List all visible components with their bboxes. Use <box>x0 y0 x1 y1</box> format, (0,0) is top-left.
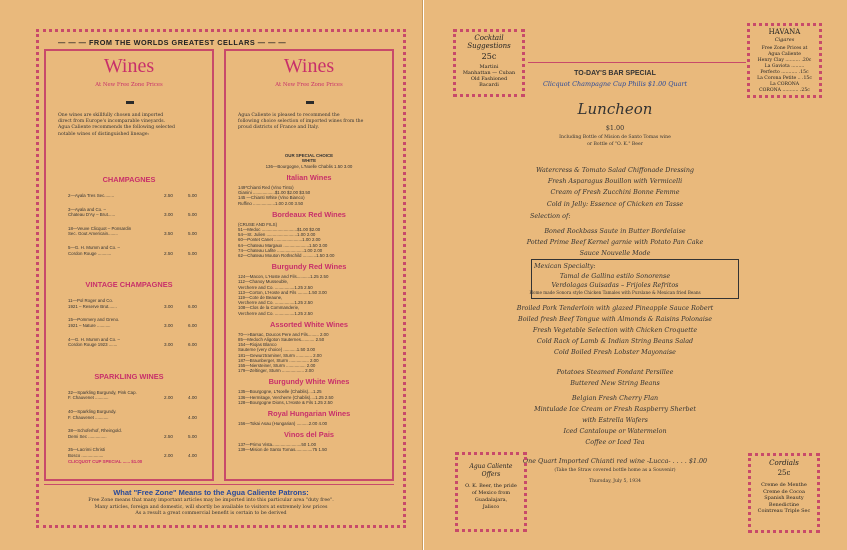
selection-label: Selection of: <box>530 212 571 220</box>
menu-item: Cold in Jelly: Essence of Chicken en Tasse <box>546 199 684 208</box>
menu-item: Iced Cantaloupe or Watermelon <box>563 427 667 435</box>
intro-line: notable wines of distinguished lineage: <box>58 131 150 137</box>
cocktail-item: Old Fashioned <box>470 76 508 82</box>
cigar-item: Henry Clay .......... .20c <box>757 58 812 63</box>
wine-line: 128—Bourgogne Dions, L'Hoste & Fils 1.25 2.50 <box>238 399 333 405</box>
top-rule <box>528 62 746 63</box>
wine-name: F. Chauvenet ........... <box>68 414 109 420</box>
agua-line: Jalisco <box>482 504 500 510</box>
wine-line: Vercherre and Co. ................1.25 2.50 <box>238 300 313 306</box>
agua-line: of Mexico from <box>471 490 511 496</box>
bar-special-title: TO-DAY'S BAR SPECIAL <box>574 70 656 77</box>
wine-line: 51—Medoc .............................$1.00 $2.00 <box>238 227 321 232</box>
price-full: 5.00 <box>188 212 197 218</box>
divider <box>306 101 314 104</box>
wine-line: 113—Corton, L'Hoste and Fils .........1.50 3.00 <box>238 289 327 295</box>
banner: — — — FROM THE WORLDS GREATEST CELLARS — — — <box>58 38 287 47</box>
price-full: 5.00 <box>188 193 197 198</box>
section-heading: Burgundy Red Wines <box>271 262 347 272</box>
price-full: 6.00 <box>188 342 197 348</box>
wine-name: 18—Veuve Clicquot – Ponsardin <box>68 225 132 231</box>
luncheon-note-1: Including Bottle of Mision de Santo Tomas wine <box>559 135 671 140</box>
cigar-item: Agua Caliente <box>768 52 801 57</box>
menu-item: Broiled Pork Tenderloin with glazed Pineapple Sauce Robert <box>516 304 714 312</box>
col2-subtitle: At New Free Zone Prices <box>275 82 343 88</box>
price-half: 3.00 <box>164 212 173 218</box>
cocktail-item: Manhattan — Cuban <box>462 70 516 76</box>
mexican-title: Mexican Specialty: <box>534 262 596 270</box>
menu-item: Fresh Asparagus Bouillon with Vermicelli <box>547 177 683 186</box>
wines-column-2 <box>224 49 394 481</box>
wine-name: 3—Ayala and Co. – <box>68 206 106 212</box>
price-full: 6.00 <box>188 303 197 309</box>
price-half: 3.00 <box>164 342 173 348</box>
price-full: 6.00 <box>188 323 197 328</box>
cordial-item: Benedictine <box>768 501 800 508</box>
mexican-item: Verdolagas Guisadas – Frijoles Refritos <box>551 281 679 289</box>
cordials-title: Cordials <box>769 459 799 467</box>
wine-line: Vercherre and Co. ................1.25 2.50 <box>238 310 313 316</box>
wine-name: 1921 – Reserve Brut....... <box>68 303 117 309</box>
intro-line: One wines are skillfully chosen and imported <box>58 113 164 118</box>
cigar-item: CORONA ........... .25c <box>759 88 810 93</box>
cordial-item: Spanish Beauty <box>764 495 804 501</box>
divider <box>126 101 134 104</box>
section-heading: Royal Hungarian Wines <box>267 409 351 418</box>
cigar-item: La CORONA <box>769 82 800 87</box>
price-full: 5.00 <box>188 231 197 237</box>
wine-name: 38—Schoferhof, Rheingold. <box>68 428 122 434</box>
havana-title: HAVANA <box>768 28 801 36</box>
cocktail-title-2: Suggestions <box>467 42 511 50</box>
cigar-item: Free Zone Prices at <box>761 46 808 51</box>
special-line: WHITE <box>301 158 317 164</box>
wine-line: 137—Primo Vista........................50 1.00 <box>238 442 317 448</box>
menu-item: with Estrella Wafers <box>582 416 648 424</box>
bar-special-sub: Clicquot Champagne Cup Philis $1.00 Quart <box>542 80 688 88</box>
wine-name: 11—Pol Roger and Co. <box>68 298 114 304</box>
cocktail-item: Martini <box>479 64 499 70</box>
cordial-item: Cointreau Triple Sec <box>757 508 811 514</box>
price-half: 2.50 <box>164 250 173 256</box>
wine-name: Bosco .................. <box>68 453 104 458</box>
agua-line: Guadalajara, <box>474 497 508 503</box>
wine-name: Cordon Rouge 1923 ....... <box>68 342 118 348</box>
wine-line: Ruffino ..................1.00 2.00 3.50 <box>238 200 304 206</box>
section-heading: VINTAGE CHAMPAGNES <box>85 280 173 290</box>
wine-line: 112—Chanoy Musseuble, <box>238 279 289 285</box>
section-heading: CHAMPAGNES <box>102 175 156 184</box>
wine-line: 119—Cote de Beaune, <box>238 295 283 300</box>
wine-line: 62—Chateau Mouton Rothschild ...........1.50 3.00 <box>238 253 335 258</box>
section-heading: Italian Wines <box>286 173 332 182</box>
col1-subtitle: At New Free Zone Prices <box>95 82 163 88</box>
agua-title-2: Offers <box>481 471 501 478</box>
free-zone-line: As a result a great commercial benefit is certain to be derived <box>135 511 287 516</box>
menu-item: Potatoes Steamed Fondant Persillee <box>556 368 674 376</box>
wine-name: 35—Lacrimi Christi <box>68 447 106 453</box>
wine-line: 155—Niersteiner, Sturm ................ 2.00 <box>238 363 316 368</box>
wine-line: Gianini ..................$1.00 $2.00 $3.50 <box>238 190 311 196</box>
havana-sub: Cigares <box>774 37 795 43</box>
section-heading: Assorted White Wines <box>270 319 348 329</box>
intro-line: Agua Caliente recommends the following selected <box>58 125 175 131</box>
wine-name: 5—G. H. Mumm and Co. – <box>68 245 120 250</box>
cup-special: CLICQUOT CUP SPECIAL ...... $1.00 <box>68 459 143 464</box>
menu-item: Belgian Fresh Cherry Flan <box>571 394 659 402</box>
wine-line: 181—Gewurztraminer, Sturm ............. 2.00 <box>238 352 322 358</box>
section-heading: Bordeaux Red Wines <box>272 209 346 219</box>
wine-line: 124—Macon, L'Hoste and Fils...........1.25 2.50 <box>238 274 329 280</box>
section-heading: SPARKLING WINES <box>94 371 164 381</box>
wines-column-1 <box>44 49 214 481</box>
wine-name: 40—Sparkling Burgundy. <box>68 409 117 414</box>
price-half: 3.50 <box>164 231 173 237</box>
wine-name: Cordon Rouge ........... <box>68 250 112 256</box>
wine-line: 85—Medoch Aligoton Sauternes........... 2.50 <box>238 337 325 342</box>
wine-name: Chateau D'Ay – Brut...... <box>68 212 116 218</box>
price-half: 2.50 <box>164 433 173 439</box>
cigar-item: Perfecto ........... .15c <box>760 70 809 75</box>
wine-line: 108—Clos de la Commanderie, <box>238 305 300 311</box>
intro-line: following choice selection of imported wines from the <box>238 119 364 125</box>
intro-line: proud districts of France and Italy. <box>238 125 319 131</box>
wine-line: 64—Chateau Margaux .....................1.50 3.00 <box>238 242 328 248</box>
wine-line: 179—Zeltinger, Sturm .................. 2.00 <box>238 368 314 374</box>
wine-line: 74—Chateau Lafite ......................1.00 2.00 <box>238 247 323 253</box>
wine-line: 139—Mision de Santo Tomas..............75 1.50 <box>238 447 327 453</box>
agua-caliente-box <box>455 452 527 532</box>
cocktail-item: Bacardi <box>479 82 499 88</box>
wine-name: 4—G. H. Mumm and Co. – <box>68 336 120 342</box>
footer-rule <box>44 484 394 485</box>
wine-name: Demi Sec ............... <box>68 433 107 439</box>
menu-item: Watercress & Tomato Salad Chiffonade Dressing <box>535 166 695 174</box>
menu-item: Buttered New String Beans <box>570 379 660 387</box>
price-full: 5.00 <box>188 433 197 439</box>
cordial-item: Creme de Menthe <box>761 482 807 488</box>
wine-name: Sec. Gout Americain........ <box>68 231 118 237</box>
wine-line: 149*Chianti Red (Vino Tinto) <box>238 185 294 190</box>
cordials-box <box>748 453 820 533</box>
wine-line: 136—Hermitage, Vercherre (Chablis)....1.25 2.50 <box>238 394 334 400</box>
menu-item: Potted Prime Beef Kernel garnie with Potato Pan Cake <box>526 238 704 246</box>
col1-title: Wines <box>103 55 155 77</box>
menu-item: Boiled fresh Beef Tongue with Almonds & Raisins Polonaise <box>518 315 712 323</box>
free-zone-line: Free Zone means that many important articles may be imported into this particular area "duty free". <box>88 498 334 503</box>
wine-line: Vercherre and Co. ................1.25 2.50 <box>238 284 313 290</box>
price-half: 3.00 <box>164 303 173 309</box>
wine-name: 15—Pommery and Greno. <box>68 317 120 323</box>
price-full: 4.00 <box>188 414 197 420</box>
price-full: 4.00 <box>188 395 197 401</box>
luncheon-note-2: or Bottle of "O. K." Beer <box>587 142 643 147</box>
cocktail-title: Cocktail <box>474 34 504 42</box>
section-heading: Burgundy White Wines <box>268 377 350 387</box>
cigar-item: La Gaviota ......... <box>764 64 805 69</box>
price-half: 2.50 <box>164 193 173 198</box>
wine-line: 54—St. Julien .........................1.00 2.00 <box>238 232 316 238</box>
menu-item: Cream of Fresh Zucchini Bonne Femme <box>550 188 680 197</box>
free-zone-line: Many articles, foreign and domestic, will shortly be available to visitors at extremely low prices <box>94 504 328 510</box>
agua-title: Agua Caliente <box>469 463 513 470</box>
price-half: 3.00 <box>164 323 173 328</box>
cigar-item: La Corona Petite .. .15c <box>757 76 812 81</box>
agua-line: O. K. Beer, the pride <box>465 483 517 489</box>
menu-item: Coffee or Iced Tea <box>585 438 645 446</box>
cordials-price: 25c <box>777 469 791 477</box>
menu-item: Cold Boiled Fresh Lobster Mayonaise <box>554 348 676 356</box>
menu-date: Thursday, July 5, 1934 <box>589 479 641 484</box>
wine-line: 156—Tokai Asau (Hungarian) ..........2.00 4.00 <box>238 421 328 426</box>
wine-line: 145 —Chianti White (Vino Bianco) <box>238 195 305 201</box>
wine-note: (Take the Straw covered bottle home as a Souvenir) <box>554 468 676 473</box>
left-page <box>0 0 423 550</box>
wine-offer: One Quart Imported Chianti red wine -Lucca- . . . . $1.00 <box>522 457 708 465</box>
mexican-item: Tamal de Gallina estilo Sonorense <box>559 272 671 280</box>
wine-line: 70—»Barsac, Doucos Pere and Fils......... 2.00 <box>238 331 329 337</box>
free-zone-title: What "Free Zone" Means to the Agua Caliente Patrons: <box>113 488 309 497</box>
mexican-note: Home made Sonora style Chicken Tamales with Purslane & Mexican fried Beans <box>529 290 701 295</box>
menu-item: Boned Rockbass Saute in Butter Bordelaise <box>544 227 686 235</box>
wine-name: F. Chauvenet ........... <box>68 395 109 401</box>
cordial-item: Creme de Cocoa <box>763 488 805 495</box>
price-half: 2.00 <box>164 453 173 458</box>
wine-line: (CRUSE AND FILS) <box>238 221 278 227</box>
wine-line: 135—Bourgogne, L'Noelle (Chablis)....1.25 <box>238 389 322 395</box>
luncheon-title: Luncheon <box>577 100 653 118</box>
price-full: 4.00 <box>188 453 197 458</box>
wine-line: 187—Braunberger, Sturm ................ 2.00 <box>238 357 319 363</box>
wine-name: 32—Sparkling Burgundy, Pink Cap. <box>68 389 137 395</box>
wine-name: 2—Ayala Tres Sec........ <box>68 193 115 198</box>
wine-line: Sauterne (very choice) ...........1.50 3.00 <box>238 347 316 353</box>
menu-item: Sauce Nouvelle Mode <box>579 249 651 257</box>
special-line: 136—Bourgogne, L'Noelle Chablis 1.50 3.00 <box>265 163 353 169</box>
wine-line: 60—Pontet Canet .......................1.00 2.00 <box>238 237 321 243</box>
menu-item: Mintulade Ice Cream or Fresh Raspberry Sherbet <box>534 405 696 413</box>
wine-name: 1921 – Nature ........... <box>68 323 111 328</box>
menu-item: Fresh Vegetable Selection with Chicken Croquette <box>532 326 698 334</box>
menu-item: Cold Rack of Lamb & Indian String Beans Salad <box>536 337 694 345</box>
intro-line: Agua Caliente is pleased to recommend the <box>238 113 340 118</box>
cocktail-price: 25c <box>481 52 497 61</box>
price-full: 5.00 <box>188 250 197 256</box>
section-heading: Vinos del Pais <box>284 430 334 440</box>
price-half: 2.00 <box>164 395 173 401</box>
col2-title: Wines <box>283 55 335 77</box>
special-line: OUR SPECIAL CHOICE <box>284 153 334 158</box>
mexican-specialty-box <box>531 259 739 299</box>
luncheon-price: $1.00 <box>605 124 625 132</box>
wine-line: 154—Riojas Blanco <box>238 342 277 348</box>
intro-line: direct from Europe's incomparable vineyards. <box>58 119 166 125</box>
